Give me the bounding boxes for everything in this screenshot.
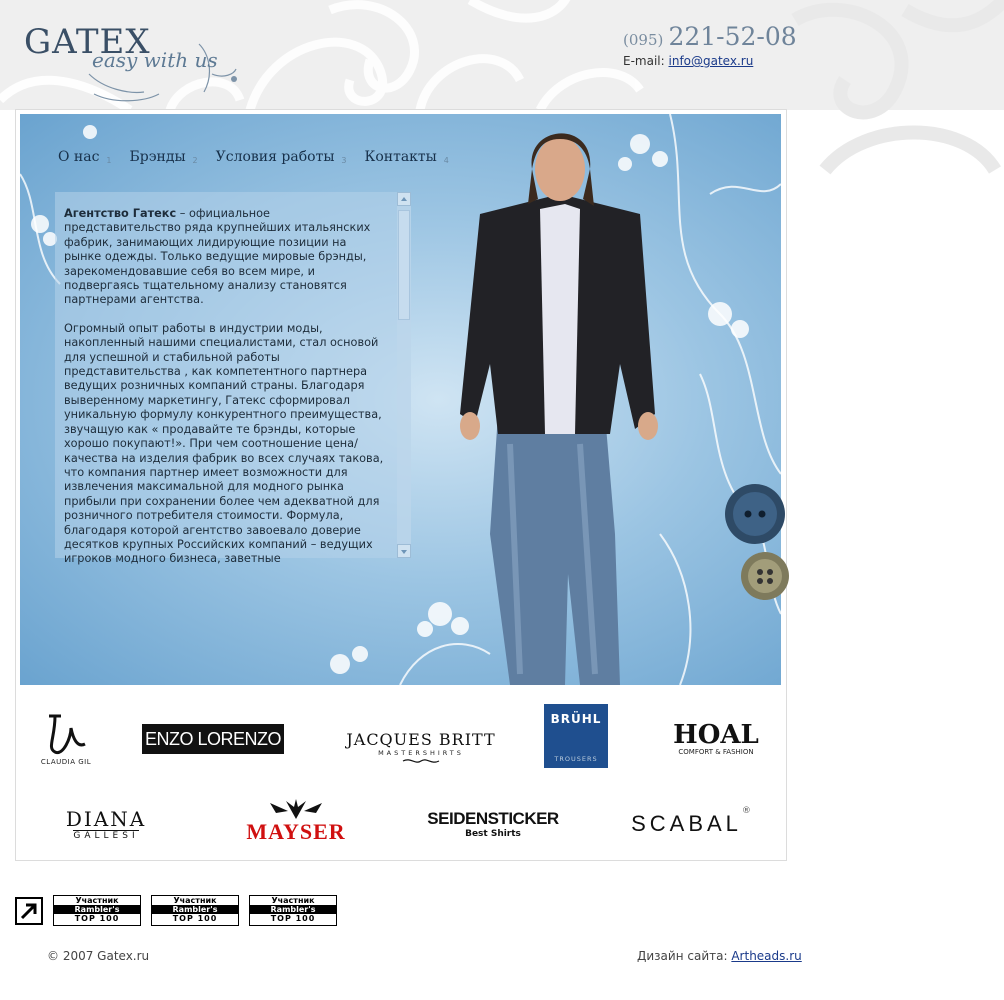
main-nav <box>58 149 467 165</box>
diana-label: DIANA <box>65 806 147 831</box>
external-link-icon[interactable] <box>15 897 43 925</box>
brand-diana-gallesi[interactable] <box>46 802 166 846</box>
about-text <box>64 207 386 581</box>
registered-icon: ® <box>741 806 751 816</box>
jacques-britt-label: JACQUES BRITT <box>346 729 496 749</box>
right-swirl-decoration <box>785 0 1004 200</box>
brand-enzo-lorenzo[interactable] <box>142 724 284 754</box>
text-scrollbar[interactable] <box>397 192 411 558</box>
main-frame <box>15 109 787 861</box>
scroll-down-icon[interactable] <box>397 544 411 558</box>
diana-sub: GALLESI <box>73 830 139 841</box>
brand-claudia-gil[interactable] <box>31 702 101 772</box>
hoal-label: HOAL <box>673 720 759 750</box>
nav-item-contacts[interactable]: Контакты 4 <box>364 149 449 165</box>
nav-item-terms[interactable]: Условия работы 3 <box>215 149 347 165</box>
brand-seidensticker[interactable] <box>428 802 558 846</box>
brand-hoal[interactable] <box>666 716 766 762</box>
hero-banner <box>20 114 781 685</box>
jacques-britt-sub: MASTERSHIRTS <box>378 748 464 757</box>
nav-item-about[interactable]: О нас 1 <box>58 149 112 165</box>
mayser-eagle-icon <box>266 797 326 821</box>
site-logo[interactable] <box>24 22 218 72</box>
brand-logos <box>16 690 786 860</box>
phone-main: 221-52-08 <box>668 22 797 51</box>
claudia-gil-label: CLAUDIA GIL <box>40 758 92 766</box>
about-lead-bold: Агентство Гатекс <box>64 207 177 220</box>
phone-code: (095) <box>623 31 664 49</box>
jacques-britt-flourish-icon <box>401 757 441 765</box>
hoal-sub: COMFORT & FASHION <box>678 748 754 756</box>
about-text-panel[interactable] <box>55 192 411 566</box>
brand-scabal[interactable] <box>616 804 766 844</box>
rambler-counter[interactable]: Участник Rambler's TOP 100 <box>53 895 141 926</box>
design-link[interactable]: Artheads.ru <box>731 949 802 963</box>
email-label: E-mail: <box>623 54 665 68</box>
seidensticker-label: SEIDENSTICKER <box>427 809 559 828</box>
bruhl-label: BRÜHL <box>550 712 602 726</box>
logo-name: GATEX <box>24 22 151 62</box>
nav-item-brands[interactable]: Брэнды 2 <box>129 149 198 165</box>
scroll-thumb[interactable] <box>398 210 410 320</box>
about-paragraph-2: Огромный опыт работы в индустрии моды, накопленный нашими специалистами, стал основой для успешной и стабильной работы представительства , как компетентного партнера ведущих розничных компаний страны. Благодаря выверенному маркетингу, Гатекс сформировал уникальную формулу конкурентного преимущества, звучащую как « продавайте те брэнды, которые хорошо покупают!». При чем соотношение цена/качества на изделия фабрик во всех случаях такова, что компания партнер имеет возможности для извлечения максимальной для модного рынка прибыли при сохранении более чем адекватной для розничного потребителя стоимости. Формула, благодаря которой агентство завоевало доверие десятков крупных Российских компаний – ведущих игроков модного бизнеса, заветные <box>64 321 384 566</box>
copyright: © 2007 Gatex.ru <box>47 949 150 963</box>
bruhl-sub: TROUSERS <box>554 755 598 763</box>
brand-mayser[interactable] <box>241 790 351 850</box>
scroll-up-icon[interactable] <box>397 192 411 206</box>
scabal-label: SCABAL <box>631 811 742 836</box>
email-line <box>623 54 753 68</box>
email-link[interactable]: info@gatex.ru <box>668 54 754 68</box>
rambler-counter[interactable]: Участник Rambler's TOP 100 <box>249 895 337 926</box>
button-decoration-icon <box>725 484 789 600</box>
design-label: Дизайн сайта: <box>637 949 728 963</box>
enzo-lorenzo-label: ENZO LORENZO <box>144 728 281 749</box>
model-photo <box>460 133 658 685</box>
rambler-counter[interactable]: Участник Rambler's TOP 100 <box>151 895 239 926</box>
brand-jacques-britt[interactable] <box>346 722 496 772</box>
design-credit <box>637 949 802 963</box>
about-lead: – официальное представительство ряда крупнейших итальянских фабрик, занимающих лидирующие позиции на рынке одежды. Только ведущие мировые брэнды, зарекомендовавшие себя во всем мире, и подвергаясь тщательному анализу становятся партнерами агентства. <box>64 207 371 307</box>
seidensticker-sub: Best Shirts <box>465 829 521 839</box>
brand-bruhl[interactable] <box>544 704 608 768</box>
mayser-label: MAYSER <box>246 819 346 844</box>
phone-number <box>623 22 797 51</box>
counter-badges <box>15 895 337 926</box>
logo-tagline: easy with us <box>92 48 218 72</box>
claudia-gil-logo-icon <box>41 708 91 758</box>
